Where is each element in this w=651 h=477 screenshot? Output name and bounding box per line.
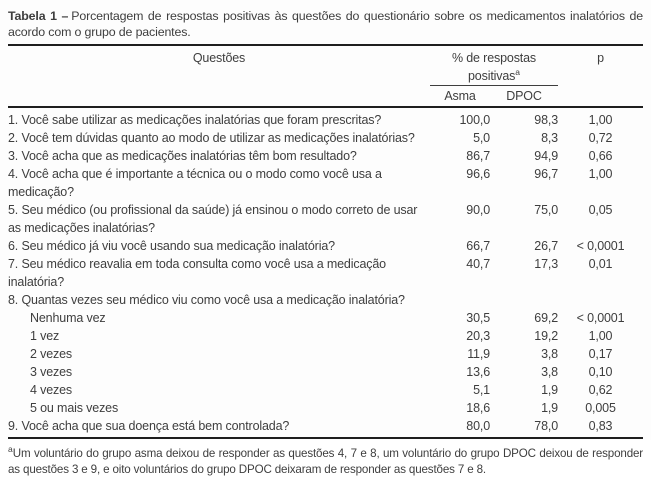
p-value-cell: < 0,0001 xyxy=(576,239,625,254)
questionnaire-table xyxy=(8,44,643,439)
question-cell: 6. Seu médico já viu você usando sua medicação inalatória? xyxy=(8,239,335,254)
table-row xyxy=(8,255,643,291)
dpoc-value-cell: 1,9 xyxy=(541,383,558,398)
question-cell: 3. Você acha que as medicações inalatórias têm bom resultado? xyxy=(8,149,357,164)
table-row xyxy=(8,363,643,381)
table-row xyxy=(8,201,643,237)
dpoc-value-cell: 96,7 xyxy=(534,167,558,182)
asma-value-cell: 66,7 xyxy=(466,239,490,254)
table-row xyxy=(8,309,643,327)
p-value-cell: 0,10 xyxy=(588,365,613,380)
dpoc-value-cell: 8,3 xyxy=(541,131,558,146)
asma-value-cell xyxy=(430,291,490,309)
header-asma: Asma xyxy=(444,89,476,104)
table-body xyxy=(8,107,643,438)
question-cell: 4. Você acha que é importante a técnica ou o modo como você usa a medicação? xyxy=(8,167,382,200)
p-value-cell: 0,05 xyxy=(588,203,613,218)
asma-value-cell: 30,5 xyxy=(466,311,490,326)
p-value-cell: < 0,0001 xyxy=(576,311,625,326)
asma-value-cell: 5,0 xyxy=(473,131,490,146)
question-cell: 1 vez xyxy=(30,329,60,344)
table-row xyxy=(8,381,643,399)
question-cell: 8. Quantas vezes seu médico viu como você usa a medicação inalatória? xyxy=(8,293,405,308)
dpoc-value-cell: 78,0 xyxy=(534,419,558,434)
question-cell: 5 ou mais vezes xyxy=(30,401,119,416)
asma-value-cell: 40,7 xyxy=(466,257,490,272)
asma-value-cell: 11,9 xyxy=(467,347,490,362)
p-value-cell: 1,00 xyxy=(588,113,613,128)
table-row xyxy=(8,417,643,438)
question-cell: 3 vezes xyxy=(30,365,73,380)
table-row xyxy=(8,147,643,165)
table-row xyxy=(8,107,643,129)
p-value-cell: 0,17 xyxy=(588,347,613,362)
header-questions: Questões xyxy=(192,51,246,65)
footnote-text: Um voluntário do grupo asma deixou de responder as questões 4, 7 e 8, um voluntário do grupo DPOC deixou de responder as questões 3 e 9, e oito voluntários do grupo DPOC deixaram de responder as questões 7 e 8. xyxy=(8,447,643,476)
p-value-cell: 0,62 xyxy=(588,383,613,398)
asma-value-cell: 5,1 xyxy=(473,383,490,398)
p-value-cell: 1,00 xyxy=(588,167,613,182)
table-row xyxy=(8,129,643,147)
asma-value-cell: 100,0 xyxy=(459,113,490,128)
header-group-footnote-marker: a xyxy=(515,67,521,77)
question-cell: 1. Você sabe utilizar as medicações inalatórias que foram prescritas? xyxy=(8,113,382,128)
p-value-cell: 0,005 xyxy=(585,401,616,416)
table-row xyxy=(8,399,643,417)
dpoc-value-cell: 69,2 xyxy=(534,311,558,326)
header-dpoc: DPOC xyxy=(506,89,542,104)
asma-value-cell: 13,6 xyxy=(466,365,490,380)
p-value-cell xyxy=(558,291,643,309)
question-cell: 7. Seu médico reavalia em toda consulta como você usa a medicação inalatória? xyxy=(8,257,386,290)
question-cell: 4 vezes xyxy=(30,383,73,398)
asma-value-cell: 86,7 xyxy=(466,149,490,164)
p-value-cell: 1,00 xyxy=(588,329,613,344)
p-value-cell: 0,83 xyxy=(588,419,613,434)
caption-text: Porcentagem de respostas positivas às questões do questionário sobre os medicamentos inalatórios de acordo com o grupo de pacientes. xyxy=(8,9,643,39)
dpoc-value-cell: 19,2 xyxy=(534,329,558,344)
p-value-cell: 0,66 xyxy=(588,149,613,164)
question-cell: 5. Seu médico (ou profissional da saúde) já ensinou o modo correto de usar as medicações inalatórias? xyxy=(8,203,418,236)
footnote-marker: a xyxy=(8,444,13,455)
question-cell: 9. Você acha que sua doença está bem controlada? xyxy=(8,419,290,434)
table-row xyxy=(8,237,643,255)
table-row xyxy=(8,327,643,345)
question-cell: 2. Você tem dúvidas quanto ao modo de utilizar as medicações inalatórias? xyxy=(8,131,415,146)
dpoc-value-cell: 98,3 xyxy=(534,113,558,128)
question-cell: 2 vezes xyxy=(30,347,73,362)
table-caption xyxy=(8,8,643,40)
table-footnote xyxy=(8,442,643,477)
table-row xyxy=(8,291,643,309)
dpoc-value-cell: 26,7 xyxy=(534,239,558,254)
asma-value-cell: 80,0 xyxy=(466,419,490,434)
header-group xyxy=(430,45,558,86)
header-group-line2: positivas xyxy=(467,69,516,84)
dpoc-value-cell: 94,9 xyxy=(534,149,558,164)
header-p: p xyxy=(597,51,604,65)
dpoc-value-cell: 75,0 xyxy=(534,203,558,218)
dpoc-value-cell: 17,3 xyxy=(534,257,558,272)
table-row xyxy=(8,165,643,201)
table-header xyxy=(8,45,643,107)
p-value-cell: 0,72 xyxy=(588,131,613,146)
dpoc-value-cell: 3,8 xyxy=(541,347,558,362)
dpoc-value-cell xyxy=(490,291,558,309)
asma-value-cell: 90,0 xyxy=(466,203,490,218)
p-value-cell: 0,01 xyxy=(588,257,613,272)
caption-label: Tabela 1 – xyxy=(8,9,69,23)
asma-value-cell: 20,3 xyxy=(466,329,490,344)
dpoc-value-cell: 1,9 xyxy=(541,401,558,416)
asma-value-cell: 18,6 xyxy=(466,401,490,416)
dpoc-value-cell: 3,8 xyxy=(541,365,558,380)
question-cell: Nenhuma vez xyxy=(30,311,106,326)
table-row xyxy=(8,345,643,363)
header-group-line1: % de respostas xyxy=(451,51,537,65)
asma-value-cell: 96,6 xyxy=(466,167,490,182)
